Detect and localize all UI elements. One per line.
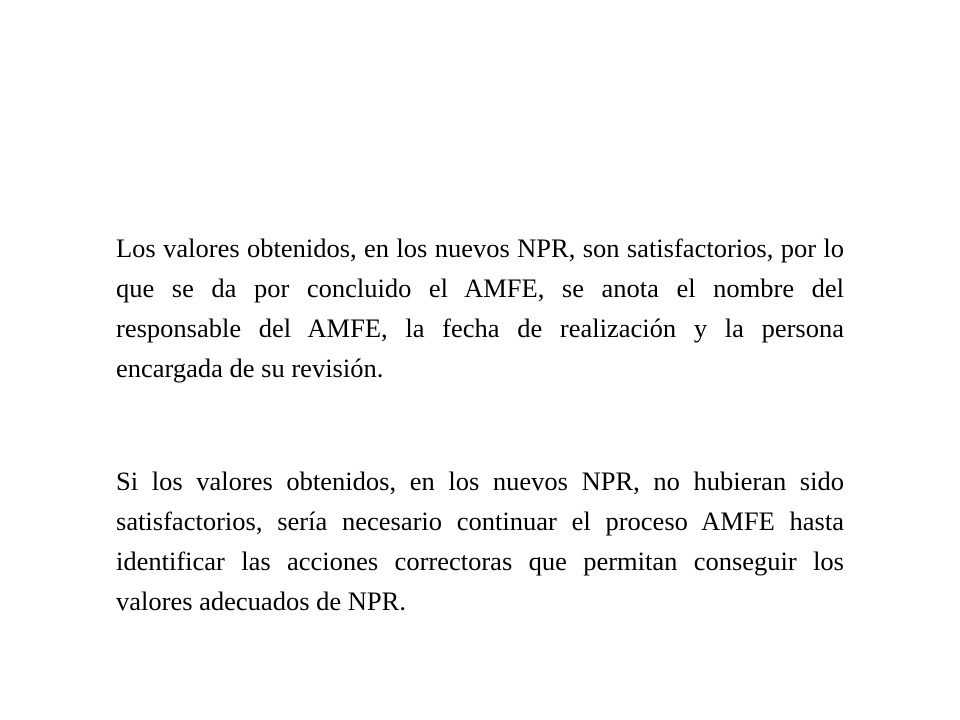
paragraph-continuation: Si los valores obtenidos, en los nuevos NPR, no hubieran sido satisfactorios, sería necesario continuar el proceso AMFE hasta identificar las acciones correctoras que permitan conseguir los valores adecuados de NPR. <box>116 466 844 616</box>
paragraph-conclusion: Los valores obtenidos, en los nuevos NPR, son satisfactorios, por lo que se da por concluido el AMFE, se anota el nombre del responsable del AMFE, la fecha de realización y la persona encargada de su revisión. <box>116 233 844 383</box>
